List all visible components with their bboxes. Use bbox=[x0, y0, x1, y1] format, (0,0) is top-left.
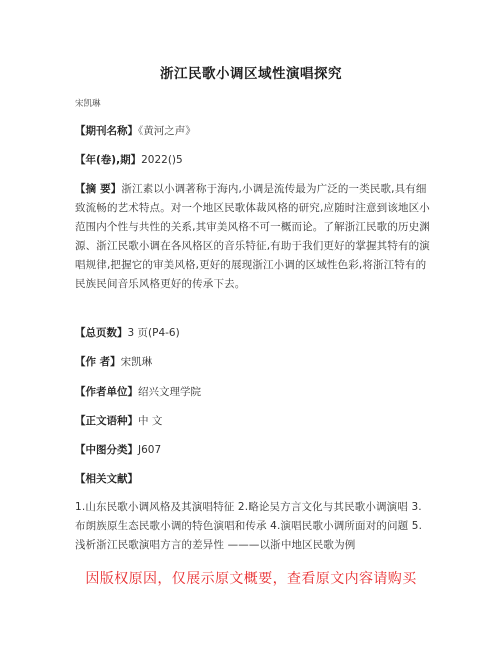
author-name: 宋凯琳 bbox=[75, 99, 101, 109]
purchase-notice: 因版权原因，仅展示原文概要，查看原文内容请购买 bbox=[85, 571, 417, 587]
language-label: 【正文语种】 bbox=[75, 415, 138, 427]
author-field-value: 宋凯琳 bbox=[120, 356, 153, 368]
document-title: 浙江民歌小调区域性演唱探究 bbox=[160, 66, 342, 82]
author-field-label: 【作 者】 bbox=[75, 356, 121, 368]
related-label-field bbox=[75, 470, 430, 489]
related-list bbox=[75, 498, 430, 555]
abstract-text: 浙江素以小调著称于海内,小调是流传最为广泛的一类民歌,具有细致流畅的艺术特点。对一个地区民歌体裁风格的研究,应随时注意到该地区小范围内个性与共性的关系,其审美风格不可一概而论。了解浙江民歌的历史渊源、浙江民歌小调在各风格区的音乐特征,有助于我们更好的掌握其特有的演唱规律,把握它的审美风格,更好的展现浙江小调的区域性色彩,将浙江特有的民族民间音乐风格更好的传承下去。 bbox=[75, 183, 430, 290]
classification-field bbox=[75, 441, 430, 460]
year-field bbox=[75, 151, 430, 170]
journal-field bbox=[75, 122, 430, 141]
classification-value: J607 bbox=[138, 444, 162, 456]
affiliation-value: 绍兴文理学院 bbox=[138, 386, 201, 398]
year-value: 2022()5 bbox=[141, 154, 183, 166]
abstract-label: 【摘 要】 bbox=[75, 183, 122, 195]
journal-label: 【期刊名称】 bbox=[75, 125, 138, 137]
language-field bbox=[75, 412, 430, 431]
pages-field bbox=[75, 324, 430, 343]
classification-label: 【中图分类】 bbox=[75, 444, 138, 456]
affiliation-label: 【作者单位】 bbox=[75, 386, 138, 398]
related-label: 【相关文献】 bbox=[75, 473, 138, 485]
abstract-field bbox=[75, 180, 430, 294]
affiliation-field bbox=[75, 383, 430, 402]
related-text: 1.山东民歌小调风格及其演唱特征 2.略论吴方言文化与其民歌小调演唱 3.布朗族原生态民歌小调的特色演唱和传承 4.演唱民歌小调所面对的问题 5.浅析浙江民歌演唱方言的差异性 ———以浙中地区民歌为例 bbox=[75, 501, 423, 551]
author-field bbox=[75, 353, 430, 372]
journal-value: 《黄河之声》 bbox=[138, 125, 196, 137]
language-value: 中 文 bbox=[138, 415, 163, 427]
year-label: 【年(卷),期】 bbox=[75, 154, 142, 166]
pages-label: 【总页数】 bbox=[75, 327, 128, 339]
pages-value: 3 页(P4-6) bbox=[127, 327, 180, 339]
